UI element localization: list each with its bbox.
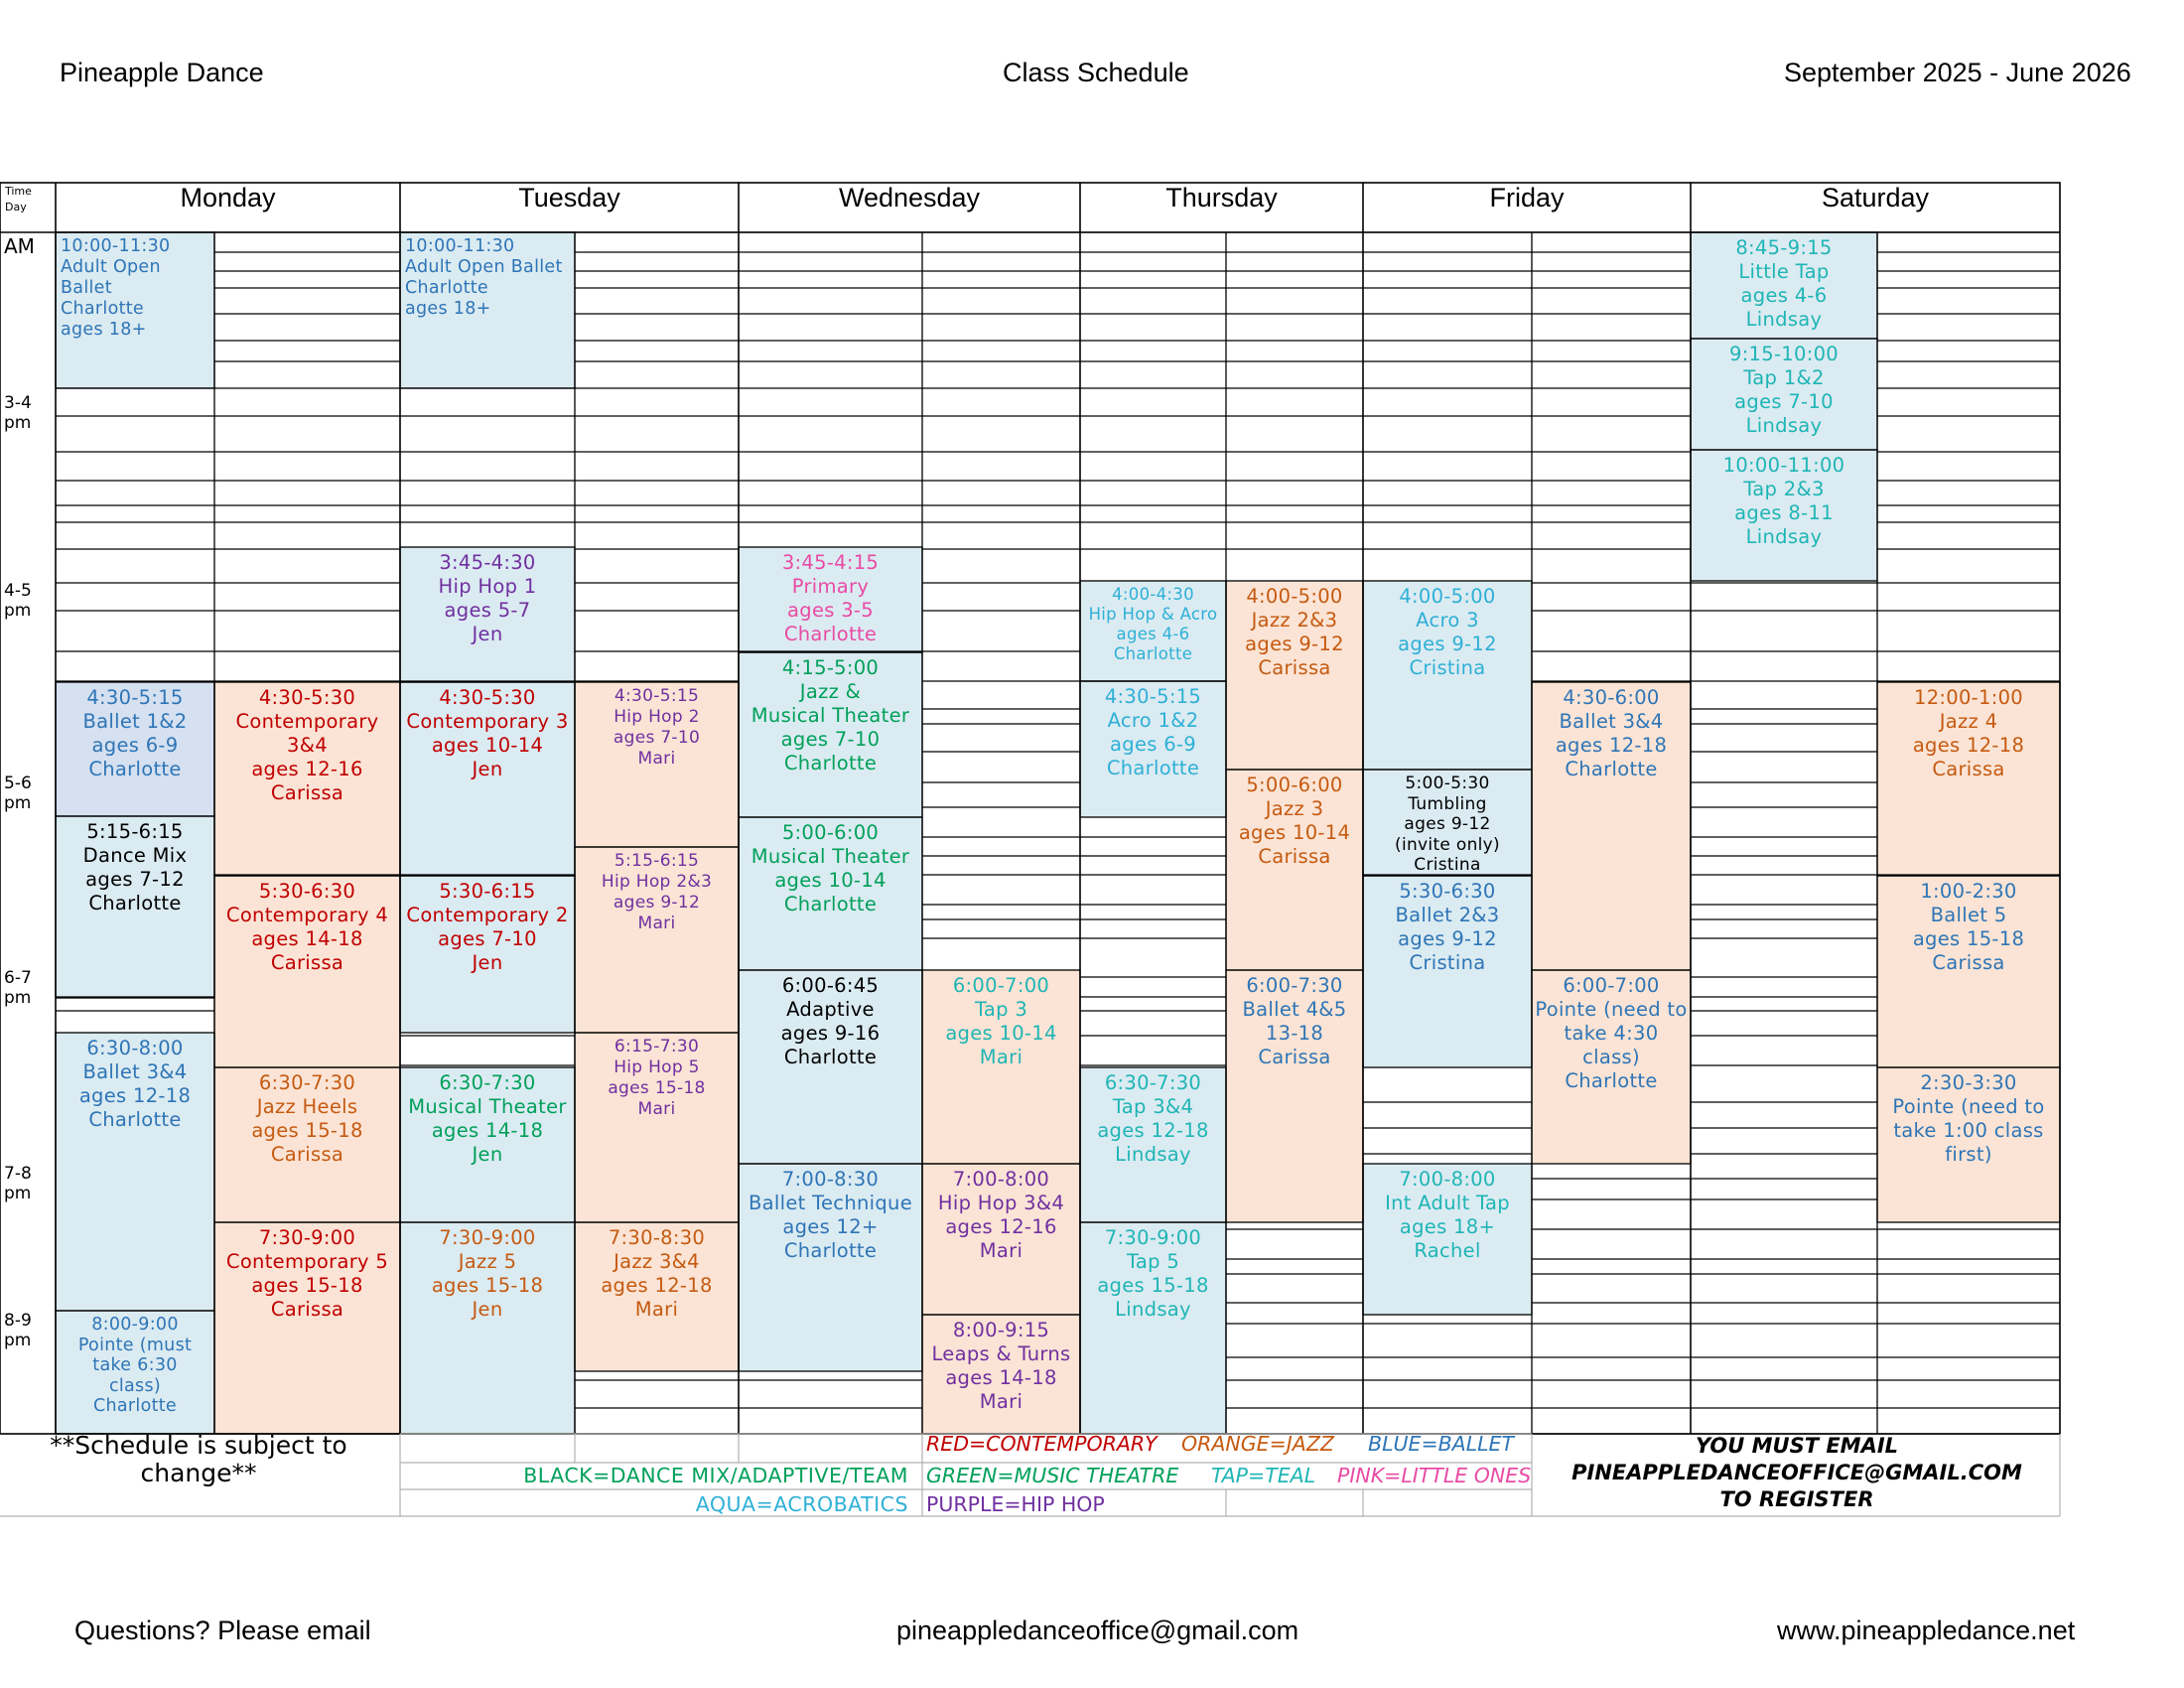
class-line: Musical Theater xyxy=(751,704,910,727)
class-line: ages 10-14 xyxy=(1238,821,1351,844)
class-block xyxy=(1691,450,1877,581)
class-line: Little Tap xyxy=(1738,260,1830,283)
class-time: 1:00-2:30 xyxy=(1920,880,2017,903)
class-time: 7:30-9:00 xyxy=(1104,1226,1202,1249)
class-time: 6:30-8:00 xyxy=(86,1037,184,1059)
class-line: Ballet xyxy=(61,278,112,298)
time-label: 4-5 pm xyxy=(4,581,32,621)
class-line: Contemporary 3 xyxy=(406,710,569,733)
class-line: Hip Hop & Acro xyxy=(1088,605,1218,624)
class-line: Charlotte xyxy=(88,1108,182,1131)
class-line: Charlotte xyxy=(93,1396,177,1416)
class-line: ages 12-16 xyxy=(251,758,363,780)
class-block xyxy=(214,1222,400,1434)
class-line: ages 18+ xyxy=(405,299,491,319)
season-dates: September 2025 - June 2026 xyxy=(1784,58,2131,87)
class-time: 6:00-6:45 xyxy=(781,974,880,997)
class-block xyxy=(739,1164,922,1371)
class-line: Hip Hop 2&3 xyxy=(601,872,713,892)
class-time: 4:30-5:15 xyxy=(614,686,700,706)
class-block xyxy=(400,1067,575,1222)
class-line: Jen xyxy=(472,758,503,780)
class-time: 7:00-8:30 xyxy=(781,1168,880,1191)
class-block xyxy=(575,1033,739,1222)
class-line: ages 7-10 xyxy=(780,728,881,751)
footer-email-link[interactable]: pineappledanceoffice@gmail.com xyxy=(896,1616,1299,1645)
class-line: Pointe (need to xyxy=(1892,1095,2045,1118)
class-line: Charlotte xyxy=(783,1239,878,1262)
class-block xyxy=(1080,581,1226,681)
class-line: Carissa xyxy=(1258,656,1331,679)
class-line: 13-18 xyxy=(1265,1022,1324,1045)
class-time: 3:45-4:15 xyxy=(781,551,880,574)
legend-ballet: BLUE=BALLET xyxy=(1368,1432,1515,1456)
class-block xyxy=(1877,876,2060,1067)
class-block xyxy=(400,547,575,682)
corner-day-label: Day xyxy=(5,201,27,213)
class-line: Cristina xyxy=(1409,951,1486,974)
class-line: Mari xyxy=(979,1046,1024,1068)
class-time: 4:30-5:15 xyxy=(86,686,184,709)
class-line: Rachel xyxy=(1414,1239,1481,1262)
class-line: (invite only) xyxy=(1395,834,1500,855)
class-time: 4:00-5:00 xyxy=(1246,585,1343,608)
class-time: 7:00-8:00 xyxy=(952,1168,1050,1191)
class-line: Charlotte xyxy=(1565,1069,1658,1092)
class-time: 2:30-3:30 xyxy=(1920,1071,2017,1094)
class-time: 5:00-6:00 xyxy=(781,821,880,844)
class-line: ages 7-12 xyxy=(85,868,185,891)
class-block xyxy=(214,682,400,876)
class-time: 5:30-6:30 xyxy=(1399,880,1496,903)
class-line: Charlotte xyxy=(783,752,878,774)
class-line: Lindsay xyxy=(1745,525,1823,548)
class-block xyxy=(56,816,214,998)
class-line: ages 15-18 xyxy=(1912,927,2025,950)
class-line: ages 18+ xyxy=(1399,1215,1496,1238)
class-line: ages 15-18 xyxy=(251,1119,363,1142)
class-block xyxy=(1532,682,1691,970)
class-block xyxy=(56,232,214,388)
class-time: 8:00-9:15 xyxy=(952,1319,1050,1341)
class-line: Ballet 5 xyxy=(1930,904,2007,926)
class-line: Jazz 3&4 xyxy=(614,1250,700,1273)
class-line: Charlotte xyxy=(783,893,878,915)
class-time: 6:30-7:30 xyxy=(439,1071,536,1094)
class-line: ages 12-18 xyxy=(1097,1119,1209,1142)
class-line: Mari xyxy=(634,1298,679,1321)
class-line: Mari xyxy=(637,749,676,769)
class-block xyxy=(739,652,922,817)
class-line: Acro 1&2 xyxy=(1107,709,1199,732)
class-block xyxy=(400,232,575,388)
class-time: 5:30-6:30 xyxy=(258,880,356,903)
class-line: Hip Hop 1 xyxy=(438,575,537,598)
class-line: ages 15-18 xyxy=(608,1078,706,1098)
class-block xyxy=(1532,970,1691,1164)
corner-time-label: Time xyxy=(5,185,32,198)
class-line: Pointe (need to xyxy=(1535,998,1688,1021)
class-line: Jazz 2&3 xyxy=(1251,609,1338,632)
legend-tap: TAP=TEAL xyxy=(1211,1464,1316,1487)
class-line: Ballet 4&5 xyxy=(1242,998,1347,1021)
class-time: 4:30-5:30 xyxy=(258,686,356,709)
class-line: Jen xyxy=(472,1143,503,1166)
class-line: Jazz 4 xyxy=(1939,710,1998,733)
class-time: 4:30-5:15 xyxy=(1104,685,1202,708)
class-line: ages 14-18 xyxy=(431,1119,544,1142)
class-line: Charlotte xyxy=(783,623,878,645)
class-block xyxy=(739,817,922,970)
class-time: 6:00-7:30 xyxy=(1246,974,1343,997)
class-block xyxy=(56,1033,214,1311)
class-line: Ballet 2&3 xyxy=(1395,904,1500,926)
class-line: Charlotte xyxy=(61,299,144,319)
legend-music: GREEN=MUSIC THEATRE xyxy=(926,1464,1179,1487)
class-line: class) xyxy=(1582,1046,1640,1068)
day-header-monday: Monday xyxy=(180,183,276,212)
class-line: Carissa xyxy=(1932,758,2005,780)
class-block xyxy=(400,876,575,1033)
legend-little: PINK=LITTLE ONES xyxy=(1337,1464,1532,1487)
class-line: Adaptive xyxy=(786,998,875,1021)
class-time: 5:00-6:00 xyxy=(1246,774,1343,796)
class-line: Jen xyxy=(472,951,503,974)
class-time: 7:30-8:30 xyxy=(608,1226,706,1249)
class-line: ages 12-16 xyxy=(945,1215,1057,1238)
class-line: take 1:00 class xyxy=(1893,1119,2044,1142)
class-line: Tap 1&2 xyxy=(1743,366,1825,389)
schedule-notice: **Schedule is subject to change** xyxy=(50,1431,347,1487)
class-line: class) xyxy=(108,1375,162,1396)
class-block xyxy=(400,682,575,876)
class-line: Musical Theater xyxy=(751,845,910,868)
class-line: Ballet 1&2 xyxy=(82,710,188,733)
class-line: Lindsay xyxy=(1115,1143,1191,1166)
class-line: Adult Open xyxy=(61,257,161,277)
class-block xyxy=(1226,581,1363,770)
class-line: first) xyxy=(1945,1143,1992,1166)
class-line: ages 10-14 xyxy=(774,869,887,892)
class-line: Tap 3 xyxy=(974,998,1028,1021)
class-line: ages 12-18 xyxy=(1912,734,2025,757)
class-block xyxy=(1363,876,1532,1067)
time-label: 5-6 pm xyxy=(4,774,32,813)
class-line: ages 3-5 xyxy=(787,599,874,622)
class-block xyxy=(1691,339,1877,450)
class-time: 6:00-7:00 xyxy=(952,974,1050,997)
class-block xyxy=(1877,1067,2060,1222)
class-line: Cristina xyxy=(1414,855,1481,875)
class-line: ages 9-12 xyxy=(1245,633,1344,655)
class-line: Carissa xyxy=(1258,845,1331,868)
class-line: Cristina xyxy=(1409,656,1486,679)
class-time: 4:30-6:00 xyxy=(1563,686,1660,709)
class-line: ages 12-18 xyxy=(1555,734,1668,757)
class-time: 9:15-10:00 xyxy=(1728,343,1840,365)
class-time: 7:30-9:00 xyxy=(439,1226,536,1249)
class-line: ages 9-12 xyxy=(613,893,701,913)
time-label: 6-7 pm xyxy=(4,968,32,1008)
class-time: 4:00-4:30 xyxy=(1112,585,1194,604)
class-line: Musical Theater xyxy=(408,1095,567,1118)
class-time: 6:00-7:00 xyxy=(1563,974,1660,997)
studio-name: Pineapple Dance xyxy=(60,58,264,87)
class-line: Contemporary 4 xyxy=(225,904,389,926)
class-line: ages 15-18 xyxy=(1097,1274,1209,1297)
class-line: Carissa xyxy=(270,951,344,974)
legend-hiphop: PURPLE=HIP HOP xyxy=(926,1492,1105,1516)
class-line: Jazz Heels xyxy=(256,1095,358,1118)
class-line: ages 4-6 xyxy=(1116,625,1190,643)
class-line: Adult Open Ballet xyxy=(405,257,563,277)
class-line: Carissa xyxy=(270,781,344,804)
time-label: 7-8 pm xyxy=(4,1164,32,1203)
class-block xyxy=(214,1067,400,1222)
class-line: Pointe (must xyxy=(77,1335,193,1355)
class-line: ages 5-7 xyxy=(444,599,531,622)
class-line: Carissa xyxy=(1258,1046,1331,1068)
class-line: Contemporary 2 xyxy=(406,904,569,926)
class-block xyxy=(575,1222,739,1371)
class-line: Tap 2&3 xyxy=(1743,478,1825,500)
class-line: Ballet 3&4 xyxy=(1559,710,1664,733)
day-header-thursday: Thursday xyxy=(1165,183,1278,212)
class-block xyxy=(739,970,922,1164)
time-label: AM xyxy=(4,234,35,258)
class-line: ages 7-10 xyxy=(438,927,537,950)
class-line: Tap 3&4 xyxy=(1112,1095,1194,1118)
class-line: Carissa xyxy=(270,1143,344,1166)
class-line: Int Adult Tap xyxy=(1385,1192,1510,1214)
class-line: Lindsay xyxy=(1745,414,1823,437)
class-time: 7:00-8:00 xyxy=(1399,1168,1496,1191)
class-block xyxy=(1226,770,1363,970)
class-line: Carissa xyxy=(1932,951,2005,974)
class-line: Dance Mix xyxy=(82,844,188,867)
class-line: Ballet Technique xyxy=(749,1192,912,1214)
day-header-tuesday: Tuesday xyxy=(518,183,620,212)
class-line: ages 9-12 xyxy=(1404,814,1491,834)
class-time: 10:00-11:00 xyxy=(1722,454,1845,477)
class-block xyxy=(214,876,400,1067)
class-line: ages 6-9 xyxy=(91,734,179,757)
class-time: 5:15-6:15 xyxy=(86,820,184,843)
class-line: ages 15-18 xyxy=(251,1274,363,1297)
class-block xyxy=(1080,1222,1226,1434)
class-line: Hip Hop 2 xyxy=(614,707,700,727)
class-line: Jazz 5 xyxy=(458,1250,517,1273)
class-line: Lindsay xyxy=(1115,1298,1191,1321)
class-line: ages 18+ xyxy=(61,320,147,340)
register-line-1: YOU MUST EMAIL xyxy=(1695,1434,1899,1458)
legend-jazz: ORANGE=JAZZ xyxy=(1181,1432,1334,1456)
class-block xyxy=(739,547,922,652)
class-line: Charlotte xyxy=(1106,757,1200,779)
class-line: Acro 3 xyxy=(1416,609,1479,632)
class-block xyxy=(575,682,739,847)
time-label: 8-9 pm xyxy=(4,1311,32,1350)
class-line: Charlotte xyxy=(405,278,488,298)
class-time: 5:15-6:15 xyxy=(614,851,700,871)
class-line: ages 10-14 xyxy=(945,1022,1057,1045)
class-line: ages 9-16 xyxy=(780,1022,881,1045)
class-block xyxy=(1363,581,1532,770)
day-header-wednesday: Wednesday xyxy=(838,183,981,212)
class-block xyxy=(1226,970,1363,1222)
class-time: 5:00-5:30 xyxy=(1405,774,1490,793)
class-block xyxy=(1080,1067,1226,1222)
legend-team: BLACK=DANCE MIX/ADAPTIVE/TEAM xyxy=(523,1464,908,1487)
class-block xyxy=(922,1164,1080,1315)
class-block xyxy=(56,1311,214,1434)
register-email: PINEAPPLEDANCEOFFICE@GMAIL.COM xyxy=(1571,1461,2022,1484)
class-time: 4:30-5:30 xyxy=(439,686,536,709)
class-block xyxy=(56,682,214,816)
class-line: Ballet 3&4 xyxy=(82,1060,188,1083)
class-time: 10:00-11:30 xyxy=(405,236,515,256)
day-header-saturday: Saturday xyxy=(1821,183,1930,212)
class-line: take 4:30 xyxy=(1564,1022,1659,1045)
class-line: Mari xyxy=(637,1099,676,1119)
class-time: 12:00-1:00 xyxy=(1913,686,2024,709)
class-line: ages 6-9 xyxy=(1110,733,1196,756)
class-line: Mari xyxy=(979,1390,1024,1413)
page-title: Class Schedule xyxy=(1003,58,1189,87)
class-block xyxy=(1080,681,1226,817)
class-line: Contemporary xyxy=(235,710,379,733)
class-block xyxy=(1691,232,1877,339)
class-line: ages 7-10 xyxy=(613,728,701,748)
class-line: ages 7-10 xyxy=(1734,390,1834,413)
time-label: 3-4 pm xyxy=(4,393,32,433)
class-line: Hip Hop 5 xyxy=(614,1057,700,1077)
class-line: ages 9-12 xyxy=(1398,927,1497,950)
class-line: Carissa xyxy=(270,1298,344,1321)
class-line: Charlotte xyxy=(1113,644,1193,663)
class-time: 7:30-9:00 xyxy=(258,1226,356,1249)
class-block xyxy=(1877,682,2060,876)
class-line: ages 9-12 xyxy=(1398,633,1497,655)
class-line: Hip Hop 3&4 xyxy=(937,1192,1065,1214)
class-line: Jen xyxy=(472,1298,503,1321)
class-line: Mari xyxy=(979,1239,1024,1262)
class-line: ages 10-14 xyxy=(431,734,544,757)
class-time: 4:00-5:00 xyxy=(1399,585,1496,608)
class-line: Jazz & xyxy=(799,680,862,703)
class-line: Mari xyxy=(637,914,676,933)
class-line: ages 14-18 xyxy=(251,927,363,950)
class-block xyxy=(575,847,739,1033)
class-line: Tap 5 xyxy=(1126,1250,1180,1273)
class-block xyxy=(922,970,1080,1164)
class-block xyxy=(1363,770,1532,876)
class-line: Charlotte xyxy=(783,1046,878,1068)
legend-acro: AQUA=ACROBATICS xyxy=(695,1492,908,1516)
class-line: Leaps & Turns xyxy=(931,1342,1071,1365)
register-line-3: TO REGISTER xyxy=(1719,1487,1874,1511)
footer-website-link[interactable]: www.pineappledance.net xyxy=(1777,1616,2076,1645)
class-line: Tumbling xyxy=(1408,793,1487,814)
class-line: Jen xyxy=(472,623,503,645)
class-line: ages 15-18 xyxy=(431,1274,544,1297)
class-line: Charlotte xyxy=(88,892,182,914)
class-time: 3:45-4:30 xyxy=(439,551,536,574)
class-block xyxy=(922,1315,1080,1434)
class-line: Charlotte xyxy=(1565,758,1658,780)
class-line: Contemporary 5 xyxy=(225,1250,389,1273)
legend-contemporary: RED=CONTEMPORARY xyxy=(926,1432,1158,1456)
class-line: 3&4 xyxy=(287,734,328,757)
class-block xyxy=(400,1222,575,1434)
class-line: ages 8-11 xyxy=(1734,501,1834,524)
class-time: 6:30-7:30 xyxy=(258,1071,356,1094)
class-time: 8:00-9:00 xyxy=(91,1315,179,1335)
class-line: Primary xyxy=(791,575,870,598)
class-line: take 6:30 xyxy=(92,1355,178,1375)
class-time: 6:15-7:30 xyxy=(614,1037,700,1056)
class-line: ages 12-18 xyxy=(601,1274,713,1297)
class-line: ages 14-18 xyxy=(945,1366,1057,1389)
class-line: ages 12+ xyxy=(782,1215,879,1238)
class-time: 5:30-6:15 xyxy=(439,880,536,903)
class-line: Lindsay xyxy=(1745,308,1823,331)
class-time: 8:45-9:15 xyxy=(1735,236,1833,259)
class-line: ages 12-18 xyxy=(78,1084,192,1107)
class-time: 6:30-7:30 xyxy=(1104,1071,1202,1094)
footer-question: Questions? Please email xyxy=(74,1616,371,1645)
class-time: 10:00-11:30 xyxy=(61,236,171,256)
class-time: 4:15-5:00 xyxy=(781,656,880,679)
class-block xyxy=(1363,1164,1532,1315)
day-header-friday: Friday xyxy=(1489,183,1565,212)
class-line: Jazz 3 xyxy=(1265,797,1324,820)
class-line: ages 4-6 xyxy=(1740,284,1828,307)
class-line: Charlotte xyxy=(88,758,182,780)
